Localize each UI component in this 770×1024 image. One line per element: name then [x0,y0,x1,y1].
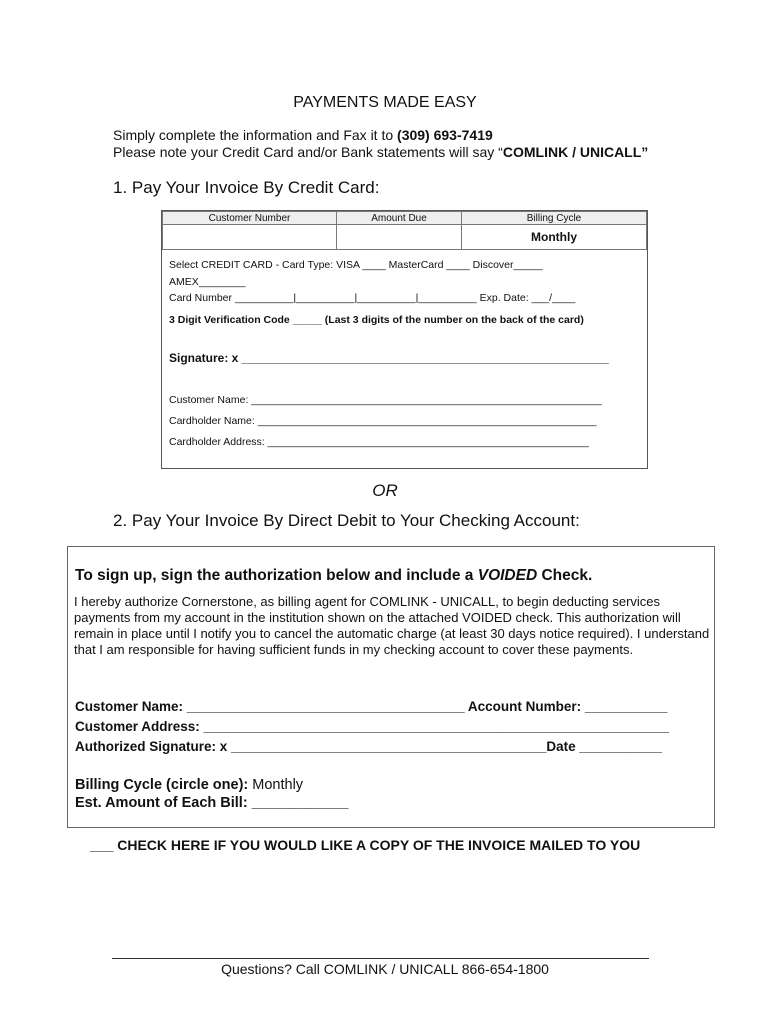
billing-cycle-header: Billing Cycle [462,212,647,225]
amex-line[interactable]: AMEX________ [169,276,246,288]
customer-name-line[interactable]: Customer Name: ____________________________________________________________ [169,394,602,406]
amount-due-header: Amount Due [337,212,462,225]
amount-due-field[interactable] [337,225,462,250]
intro-text [113,127,648,161]
billing-cycle-line [75,777,303,793]
statement-note: Please note your Credit Card and/or Bank statements will say “ [113,144,503,160]
cardholder-name-line[interactable]: Cardholder Name: __________________________________________________________ [169,415,597,427]
cardholder-address-line[interactable]: Cardholder Address: _______________________________________________________ [169,436,589,448]
or-divider: OR [372,481,398,500]
box-heading-suffix: Check. [537,567,593,584]
card-type-line[interactable]: Select CREDIT CARD - Card Type: VISA ____ MasterCard ____ Discover_____ [169,259,543,271]
footer-rule [112,958,649,959]
page-title: PAYMENTS MADE EASY [293,94,477,111]
fax-number: (309) 693-7419 [397,127,493,143]
dd-customer-name-line[interactable]: Customer Name: _____________________________________ Account Number: ___________ [75,699,668,714]
card-number-line[interactable]: Card Number __________|__________|__________|__________ Exp. Date: ___/____ [169,292,576,304]
customer-number-field[interactable] [163,225,337,250]
direct-debit-box-heading [75,567,592,585]
billing-cycle-option[interactable]: Monthly [252,777,304,793]
mail-copy-checkbox-line[interactable]: ___ CHECK HERE IF YOU WOULD LIKE A COPY OF THE INVOICE MAILED TO YOU [90,837,641,853]
invoice-summary-table [162,211,647,250]
footer-contact: Questions? Call COMLINK / UNICALL 866-654-1800 [221,961,549,977]
authorization-text: I hereby authorize Cornerstone, as billing agent for COMLINK - UNICALL, to begin deducting services payments from my account in the institution shown on the attached VOIDED check. This authorization will remain in place until I notify you to cancel the automatic charge (at least 30 days notice required). I understand that I am responsible for having sufficient funds in my checking account to cover these payments. [74,594,710,657]
credit-card-heading: 1. Pay Your Invoice By Credit Card: [113,178,380,197]
billing-cycle-label: Billing Cycle (circle one): [75,777,253,793]
customer-number-header: Customer Number [163,212,337,225]
est-amount-line[interactable]: Est. Amount of Each Bill: ____________ [75,795,349,811]
verification-code-line[interactable]: 3 Digit Verification Code _____ (Last 3 digits of the number on the back of the card) [169,314,584,326]
intro-line-2 [113,144,648,161]
voided-emphasis: VOIDED [477,567,538,584]
direct-debit-heading: 2. Pay Your Invoice By Direct Debit to Your Checking Account: [113,511,580,530]
dd-customer-address-line[interactable]: Customer Address: ______________________________________________________________ [75,719,670,734]
box-heading-text: To sign up, sign the authorization below and include a [75,567,478,584]
intro-line-1 [113,127,648,144]
billing-cycle-value: Monthly [462,225,647,250]
card-signature-line[interactable]: Signature: x _______________________________________________________ [169,351,609,365]
credit-card-form [161,210,648,469]
authorized-signature-line[interactable]: Authorized Signature: x __________________________________________Date ___________ [75,739,662,754]
fax-instruction: Simply complete the information and Fax it to [113,127,398,143]
direct-debit-form [67,546,715,828]
statement-name: COMLINK / UNICALL” [502,144,649,160]
